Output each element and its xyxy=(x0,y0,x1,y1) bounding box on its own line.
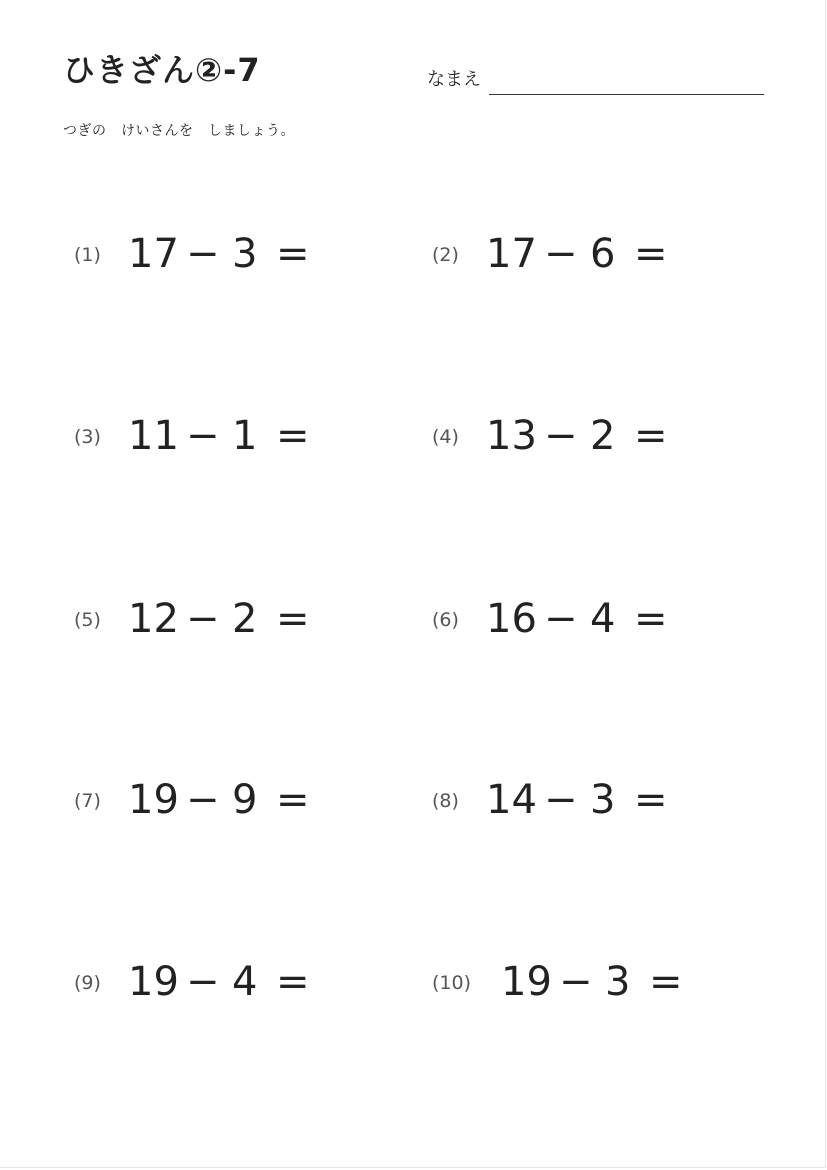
problem-8 xyxy=(432,770,762,830)
problem-number: (5) xyxy=(74,609,101,631)
minuend: 13 xyxy=(486,413,537,459)
minus-sign: − xyxy=(186,231,220,277)
subtrahend: 1 xyxy=(232,413,258,459)
equals-sign: = xyxy=(276,596,310,642)
problem-1 xyxy=(74,224,404,284)
subtrahend: 3 xyxy=(590,777,616,823)
equals-sign: = xyxy=(634,777,668,823)
problem-number: (7) xyxy=(74,790,101,812)
minus-sign: − xyxy=(544,413,578,459)
minuend: 17 xyxy=(486,231,537,277)
problem-number: (3) xyxy=(74,426,101,448)
subtrahend: 2 xyxy=(590,413,616,459)
minuend: 17 xyxy=(128,231,179,277)
minus-sign: − xyxy=(544,596,578,642)
minus-sign: − xyxy=(544,231,578,277)
minuend: 11 xyxy=(128,413,179,459)
equals-sign: = xyxy=(634,413,668,459)
equals-sign: = xyxy=(276,777,310,823)
problem-4 xyxy=(432,406,762,466)
subtrahend: 3 xyxy=(232,231,258,277)
minuend: 12 xyxy=(128,596,179,642)
minus-sign: − xyxy=(186,596,220,642)
subtrahend: 2 xyxy=(232,596,258,642)
equals-sign: = xyxy=(276,231,310,277)
name-field-line[interactable] xyxy=(489,94,764,95)
instruction-text: つぎの けいさんを しましょう。 xyxy=(63,123,295,139)
problem-2 xyxy=(432,224,762,284)
minuend: 19 xyxy=(128,777,179,823)
equals-sign: = xyxy=(276,959,310,1005)
subtrahend: 6 xyxy=(590,231,616,277)
problem-10 xyxy=(432,952,762,1012)
minus-sign: − xyxy=(559,959,593,1005)
equals-sign: = xyxy=(649,959,683,1005)
problem-3 xyxy=(74,406,404,466)
minuend: 19 xyxy=(501,959,552,1005)
subtrahend: 4 xyxy=(590,596,616,642)
problem-6 xyxy=(432,589,762,649)
equals-sign: = xyxy=(634,231,668,277)
minus-sign: − xyxy=(186,413,220,459)
equals-sign: = xyxy=(634,596,668,642)
subtrahend: 9 xyxy=(232,777,258,823)
minuend: 19 xyxy=(128,959,179,1005)
problem-9 xyxy=(74,952,404,1012)
minus-sign: − xyxy=(186,777,220,823)
name-label: なまえ xyxy=(427,69,481,90)
problem-number: (4) xyxy=(432,426,459,448)
problem-number: (1) xyxy=(74,244,101,266)
subtrahend: 4 xyxy=(232,959,258,1005)
minus-sign: − xyxy=(544,777,578,823)
problem-number: (2) xyxy=(432,244,459,266)
problem-number: (8) xyxy=(432,790,459,812)
problem-number: (10) xyxy=(432,972,472,994)
problem-7 xyxy=(74,770,404,830)
subtrahend: 3 xyxy=(605,959,631,1005)
minuend: 16 xyxy=(486,596,537,642)
equals-sign: = xyxy=(276,413,310,459)
page-title: ひきざん②-7 xyxy=(63,51,261,89)
minuend: 14 xyxy=(486,777,537,823)
problem-5 xyxy=(74,589,404,649)
problem-number: (6) xyxy=(432,609,459,631)
problem-number: (9) xyxy=(74,972,101,994)
minus-sign: − xyxy=(186,959,220,1005)
